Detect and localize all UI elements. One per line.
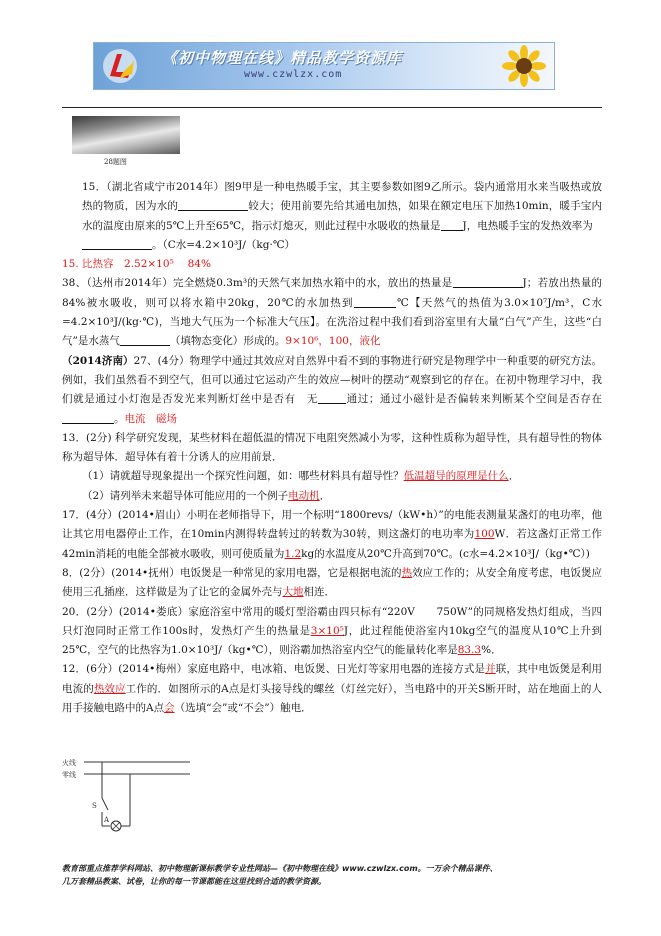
q15-blank-1 [178,198,248,211]
q38-blank-3 [120,333,170,346]
q12-answer-1: 并 [485,663,496,676]
sunflower-icon [486,45,550,87]
q38-text-3: ℃【天然气的热值为3.0×10⁷J/m³，C水=4.2×10³J/(kg·℃)，当地大气压为一个标准大气压】。在洗浴过程中我们看到浴室里有大量“白气”产生，这些“白气”是水蒸气 [62,296,602,348]
q13-2-answer: 电动机 [288,489,320,502]
q27-source: （2014济南） [62,354,134,367]
q15-text-3: J，电热暖手宝的发热效率为 [462,219,593,232]
question-8 [62,564,602,603]
question-20 [62,603,602,661]
site-logo-icon [102,48,138,84]
q38-text-2: J；若放出热量的84%被水吸收，则可以将水箱中20kg，20℃的水加热到 [62,277,602,309]
q15-text: 15．（湖北省咸宁市2014年）图9甲是一种电热暖手宝，其主要参数如图9乙所示。袋内通常用水来当吸热或放热的物质，因为水的 [82,181,602,213]
header-rule [62,107,602,108]
question-17 [62,506,602,564]
q17-text: 17．(4分）(2014•眉山）小明在老师指导下，用一个标明“1800revs/（kW•h）”的电能表测量某盏灯的电功率，他让其它用电器停止工作，在10min内测得转盘转过的转数为30转，则这盏灯的电功率为 [62,509,602,541]
question-13-2 [62,487,602,506]
q27-text-2: 通过；通过小磁针是否偏转来判断某个空间是否存在 [346,393,602,406]
circuit-neutral-label: 零线 [62,771,76,779]
q8-answer-2: 大地 [282,586,304,599]
q17-text-2: W．若这盏灯正常工作42min消耗的电能全部被水吸收，则可使质量为 [62,528,602,560]
q27-text: 27、(4分）物理学中通过其效应对自然界中看不到的事物进行研究是物理学中一种重要的研究方法。例如，我们虽然看不到空气，但可以通过它运动产生的效应—树叶的摆动“观察到它的存在。在初中物理学习中，我们就是通过小灯泡是否发光来判断灯丝中是否有 无 [62,354,602,406]
q13-2-end: ． [319,489,331,502]
q13-1-end: ． [508,470,520,483]
q13-2-text: （2）请列举未来超导体可能应用的一个例子 [82,489,289,502]
q17-answer-1: 100 [474,528,495,541]
q12-text-3: 工作的．如图所示的A点是灯头接导线的螺丝（灯丝完好），当电路中的开关S断开时，站在地面上的人用手接触电路中的A点 [62,682,603,715]
figure-caption: 28题图 [104,158,127,166]
q38-blank-1 [453,275,523,288]
circuit-switch-label: S [92,802,97,810]
q20-text-2: J，此过程能使浴室内10kg空气的温度从10℃上升到25℃，空气的比热容为1.0×10³J/（kg•℃），则浴霸加热浴室内空气的能量转化率是 [62,624,602,657]
circuit-diagram [62,756,192,836]
q15-answer: 15. 比热容 2.52×10⁵ 84% [62,258,211,271]
header-url[interactable]: www.czwlzx.com [244,69,343,80]
q12-text-4: （选填“会”或“不会”）触电． [174,702,312,715]
page-footer [62,862,607,888]
q8-text-2: 效应工作的；从安全角度考虑，电饭煲应使用三孔插座．这样做是为了让它的金属外壳与 [62,566,603,599]
q38-text-4: （填物态变化）形成的。 [169,335,286,348]
q13-1-text: （1）请就超导现象提出一个探究性问题，如：哪些材料具有超导性？ [82,470,404,483]
question-13-1 [62,467,602,486]
q17-text-3: kg的水温度从20℃升高到70℃。(c水=4.2×10³J/（kg•℃）) [301,547,590,560]
question-13: 13．(2分) 科学研究发现，某些材料在超低温的情况下电阻突然减小为零，这种性质称为超导性，具有超导性的物体称为超导体．超导体有着十分诱人的应用前景． [62,431,602,464]
footer-line-1: 教育部重点推荐学科网站、初中物理新课标教学专业性网站—《初中物理在线》www.czwlzx.com。一万余个精品课件、 [62,864,498,873]
figure-photo [72,116,180,154]
circuit-point-label: A [104,816,110,824]
q20-text: 20．(2分）(2014•娄底）家庭浴室中常用的暖灯型浴霸由四只标有“220V 750W”的同规格发热灯组成，当四只灯泡同时正常工作100s时，发热灯产生的热量是 [62,605,602,637]
q12-answer-2: 热效应 [93,682,126,695]
question-12 [62,660,602,718]
question-27 [62,352,602,429]
q15-blank-2 [441,218,463,231]
footer-line-2: 几万套精品教案、试卷，让你的每一节课都能在这里找到合适的教学资源。 [62,877,326,886]
q20-text-3: %． [481,644,502,657]
q20-answer-2: 83.3 [457,644,482,657]
question-content [62,178,602,718]
q27-answer: 电流 磁场 [124,412,177,425]
q15-text-4: 。（C水=4.2×10³J/（kg·℃） [152,238,296,251]
q13-1-answer: 低温超导的原理是什么 [403,470,509,483]
q27-blank-1 [318,391,346,404]
q17-answer-2: 1.2 [284,547,302,560]
circuit-live-label: 火线 [62,759,76,767]
q8-answer-1: 热 [401,566,413,579]
q12-text-2: 联，其中电饭煲是利用电流的 [62,663,603,695]
q27-text-3: 。 [114,412,125,425]
q8-text: 8．(2分）(2014•抚州）电饭煲是一种常见的家用电器，它是根据电流的 [62,566,402,579]
q38-text: 38、（达州市2014年）完全燃烧0.3m³的天然气来加热水箱中的水，放出的热量是 [62,277,453,290]
q15-blank-3 [82,237,152,250]
q12-answer-3: 会 [164,702,175,715]
header-banner [93,42,555,90]
q38-blank-2 [354,295,396,308]
header-title: 《初中物理在线》精品教学资源库 [162,49,403,67]
question-15 [62,178,602,255]
q27-blank-2 [62,411,114,424]
q8-text-3: 相连． [303,586,335,599]
question-38 [62,274,602,351]
q20-answer-1: 3×10⁵ [310,624,344,637]
q38-answer: 9×10⁶，100，液化 [285,335,381,348]
q12-text: 12．(6分）(2014•梅州）家庭电路中，电冰箱、电饭煲、日光灯等家用电器的连接方式是 [62,663,486,676]
q15-text-2: 较大；使用前要先给其通电加热，如果在额定电压下加热10min，暖手宝内水的温度由原来的5℃上升至65℃，指示灯熄灭，则此过程中水吸收的热量是 [82,200,603,232]
